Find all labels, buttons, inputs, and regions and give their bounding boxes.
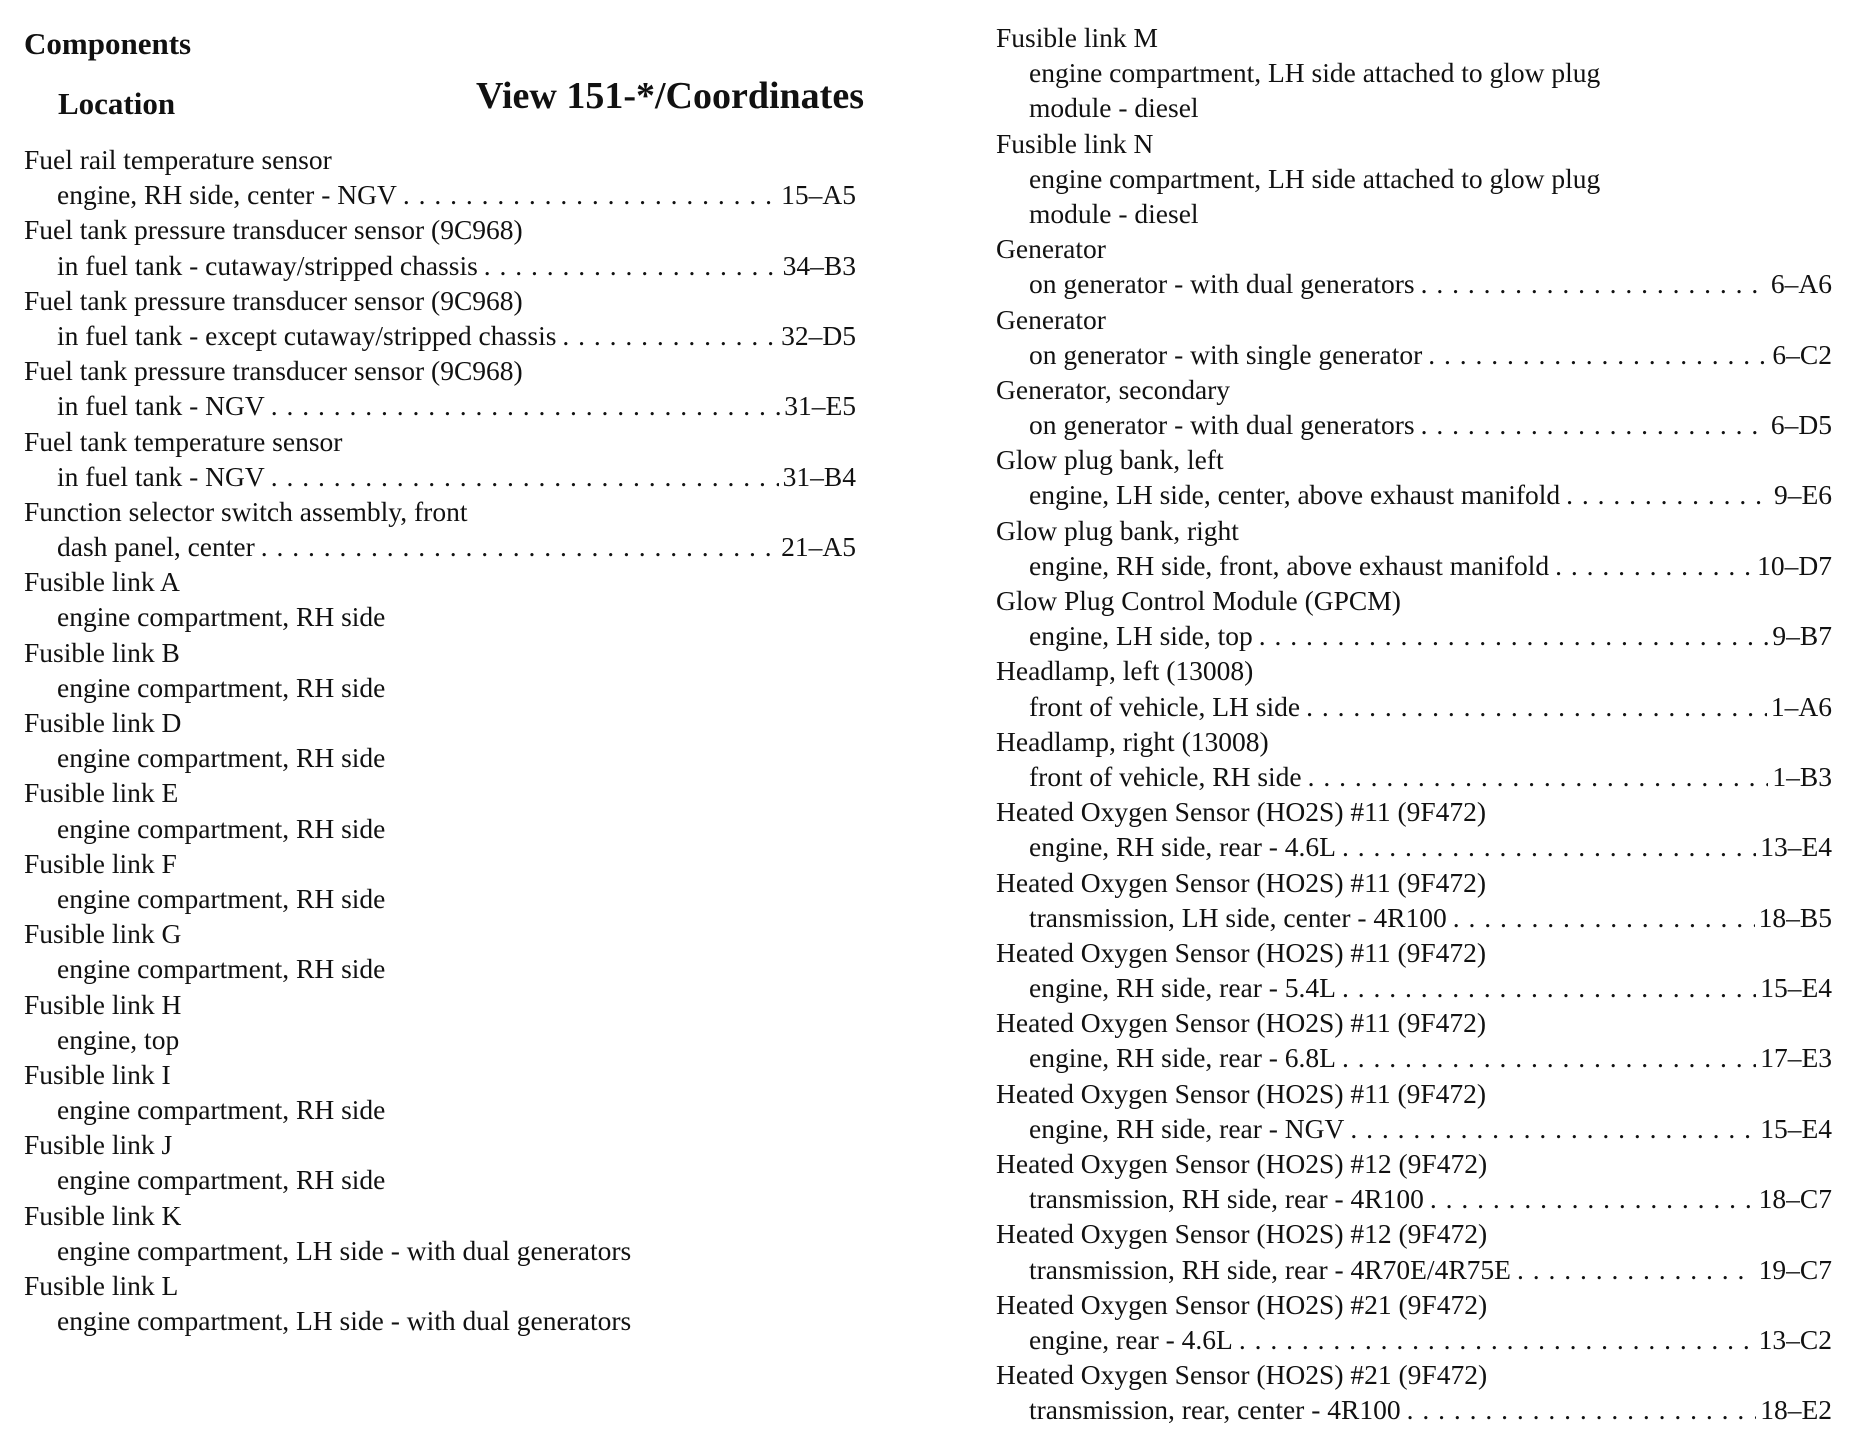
component-name: Fusible link I — [24, 1058, 171, 1090]
component-location-line — [996, 548, 1832, 583]
component-entry — [24, 1127, 856, 1197]
component-name: Fuel tank pressure transducer sensor (9C968) — [24, 355, 523, 387]
component-location-line — [996, 1392, 1832, 1427]
component-entry — [24, 1198, 856, 1268]
location-text: module - diesel — [1029, 92, 1199, 124]
dot-leader — [403, 177, 777, 212]
component-name: Heated Oxygen Sensor (HO2S) #12 (9F472) — [996, 1218, 1488, 1250]
component-location-line — [996, 1040, 1832, 1075]
dot-leader — [1259, 618, 1769, 653]
view-coordinate-ref: 34–B3 — [782, 249, 856, 281]
dot-leader — [1342, 829, 1756, 864]
component-name: Fusible link G — [24, 918, 182, 950]
location-text: engine compartment, RH side — [57, 601, 386, 633]
component-location-line — [996, 477, 1832, 512]
component-name: Heated Oxygen Sensor (HO2S) #21 (9F472) — [996, 1288, 1488, 1320]
component-entry — [24, 846, 856, 916]
location-text: engine compartment, LH side attached to glow plug — [1029, 57, 1601, 89]
view-coordinate-ref: 1–A6 — [1770, 690, 1832, 722]
dot-leader — [1342, 970, 1756, 1005]
component-entry — [24, 1268, 856, 1338]
component-entry — [996, 20, 1832, 126]
location-text: transmission, RH side, rear - 4R100 — [1029, 1183, 1424, 1215]
component-location-line — [996, 759, 1832, 794]
component-name: Fusible link J — [24, 1129, 173, 1161]
component-name: Fuel tank pressure transducer sensor (9C968) — [24, 214, 523, 246]
component-entry — [24, 916, 856, 986]
dot-leader — [1239, 1322, 1755, 1357]
dot-leader — [1566, 477, 1770, 512]
dot-leader — [261, 529, 777, 564]
dot-leader — [1308, 759, 1769, 794]
component-entry — [24, 564, 856, 634]
component-location-line — [24, 811, 856, 846]
component-location-line — [996, 900, 1832, 935]
component-name: Fuel tank pressure transducer sensor (9C968) — [24, 284, 523, 316]
dot-leader — [1430, 1181, 1755, 1216]
location-text: on generator - with dual generators — [1029, 268, 1415, 300]
location-text: engine compartment, RH side — [57, 1094, 386, 1126]
dot-leader — [484, 248, 779, 283]
location-text: engine compartment, LH side - with dual generators — [57, 1234, 632, 1266]
view-coordinate-ref: 17–E3 — [1760, 1042, 1832, 1074]
component-location-line — [996, 689, 1832, 724]
component-name: Glow plug bank, left — [996, 444, 1224, 476]
dot-leader — [1555, 548, 1753, 583]
component-location-line — [24, 599, 856, 634]
component-entry — [996, 653, 1832, 723]
location-text: engine, RH side, rear - 6.8L — [1029, 1042, 1336, 1074]
component-name: Headlamp, left (13008) — [996, 655, 1254, 687]
component-name: Heated Oxygen Sensor (HO2S) #11 (9F472) — [996, 1077, 1487, 1109]
location-text: engine, RH side, rear - 4.6L — [1029, 831, 1336, 863]
view-coordinate-ref: 18–B5 — [1758, 901, 1832, 933]
component-location-line — [24, 740, 856, 775]
component-entry — [996, 935, 1832, 1005]
component-location-line — [996, 618, 1832, 653]
view-coordinate-ref: 18–C7 — [1758, 1183, 1832, 1215]
component-entry — [996, 1005, 1832, 1075]
component-entry — [996, 126, 1832, 232]
location-text: engine compartment, RH side — [57, 812, 386, 844]
location-text: engine compartment, RH side — [57, 1164, 386, 1196]
component-name: Heated Oxygen Sensor (HO2S) #11 (9F472) — [996, 866, 1487, 898]
components-header — [24, 24, 864, 124]
location-text: transmission, rear, center - 4R100 — [1029, 1394, 1401, 1426]
view-coordinate-ref: 15–A5 — [781, 179, 856, 211]
location-text: in fuel tank - except cutaway/stripped chassis — [57, 319, 557, 351]
component-name: Heated Oxygen Sensor (HO2S) #11 (9F472) — [996, 1007, 1487, 1039]
component-entry — [996, 231, 1832, 301]
component-location-line — [996, 970, 1832, 1005]
component-location-line — [996, 266, 1832, 301]
component-entry — [996, 724, 1832, 794]
location-text: engine compartment, LH side attached to glow plug — [1029, 162, 1601, 194]
location-text: engine, RH side, center - NGV — [57, 179, 397, 211]
component-location-line — [24, 1162, 856, 1197]
dot-leader — [562, 318, 777, 353]
location-text: engine compartment, LH side - with dual generators — [57, 1305, 632, 1337]
component-location-line — [24, 881, 856, 916]
dot-leader — [1517, 1252, 1755, 1287]
component-location-line — [996, 337, 1832, 372]
component-name: Fusible link F — [24, 847, 177, 879]
component-name: Glow Plug Control Module (GPCM) — [996, 585, 1401, 616]
component-name: Generator, secondary — [996, 373, 1231, 405]
component-location-line — [24, 177, 856, 212]
component-location-line — [24, 459, 856, 494]
location-text: engine, top — [57, 1023, 180, 1055]
component-entry — [996, 302, 1832, 372]
component-entry — [996, 583, 1832, 653]
component-location-line — [24, 1092, 856, 1127]
component-name: Function selector switch assembly, front — [24, 495, 468, 527]
component-name: Headlamp, right (13008) — [996, 725, 1269, 757]
view-coordinates-heading: View 151-*/Coordinates — [475, 75, 864, 117]
component-location-line — [24, 318, 856, 353]
component-location-line — [24, 1233, 856, 1268]
location-text: transmission, LH side, center - 4R100 — [1029, 901, 1447, 933]
dot-leader — [1421, 266, 1767, 301]
view-coordinate-ref: 13–C2 — [1758, 1323, 1832, 1355]
view-coordinate-ref: 6–A6 — [1770, 268, 1832, 300]
component-entry — [996, 794, 1832, 864]
component-location-line — [24, 1303, 856, 1338]
location-text: engine compartment, RH side — [57, 671, 386, 703]
location-text: front of vehicle, LH side — [1029, 690, 1301, 722]
component-entry — [996, 513, 1832, 583]
section-title: Components — [24, 26, 192, 61]
component-location-line — [24, 1022, 856, 1057]
location-text: engine, rear - 4.6L — [1029, 1323, 1233, 1355]
component-name: Fuel tank temperature sensor — [24, 425, 343, 457]
location-text: engine compartment, RH side — [57, 742, 386, 774]
location-text: engine, RH side, rear - NGV — [1029, 1112, 1345, 1144]
view-coordinate-ref: 9–B7 — [1772, 620, 1832, 652]
left-column — [24, 142, 856, 1338]
component-entry — [24, 635, 856, 705]
component-name: Generator — [996, 303, 1106, 335]
component-name: Fusible link N — [996, 127, 1154, 159]
component-entry — [24, 353, 856, 423]
view-coordinate-ref: 31–E5 — [784, 390, 856, 422]
component-location-line — [996, 196, 1832, 231]
component-entry — [24, 494, 856, 564]
component-name: Fusible link L — [24, 1270, 179, 1301]
component-location-line — [24, 951, 856, 986]
component-location-line — [24, 670, 856, 705]
component-entry — [996, 372, 1832, 442]
component-entry — [24, 705, 856, 775]
component-location-line — [996, 1322, 1832, 1357]
component-entry — [996, 865, 1832, 935]
location-text: in fuel tank - NGV — [57, 460, 265, 492]
component-name: Fusible link A — [24, 566, 180, 598]
component-entry — [996, 1357, 1832, 1427]
component-entry — [24, 775, 856, 845]
location-text: module - diesel — [1029, 197, 1199, 229]
dot-leader — [271, 388, 780, 423]
location-text: engine compartment, RH side — [57, 953, 386, 985]
component-entry — [996, 1216, 1832, 1286]
dot-leader — [1342, 1040, 1756, 1075]
dot-leader — [1306, 689, 1767, 724]
view-coordinate-ref: 31–B4 — [782, 460, 856, 492]
dot-leader — [1421, 407, 1767, 442]
dot-leader — [1453, 900, 1755, 935]
component-location-line — [996, 161, 1832, 196]
component-location-line — [996, 1181, 1832, 1216]
view-coordinate-ref: 32–D5 — [781, 319, 856, 351]
location-text: in fuel tank - NGV — [57, 390, 265, 422]
component-name: Fusible link M — [996, 22, 1158, 53]
component-name: Fusible link H — [24, 988, 182, 1020]
component-entry — [24, 283, 856, 353]
location-text: engine, RH side, rear - 5.4L — [1029, 972, 1336, 1004]
component-location-line — [996, 55, 1832, 90]
component-location-line — [24, 388, 856, 423]
component-entry — [24, 987, 856, 1057]
component-entry — [996, 1076, 1832, 1146]
location-text: engine, LH side, center, above exhaust manifold — [1029, 479, 1561, 511]
dot-leader — [271, 459, 779, 494]
component-name: Fusible link B — [24, 636, 180, 668]
component-location-line — [996, 407, 1832, 442]
component-name: Generator — [996, 233, 1106, 265]
component-entry — [996, 442, 1832, 512]
location-text: on generator - with single generator — [1029, 338, 1423, 370]
component-name: Fuel rail temperature sensor — [24, 144, 332, 175]
view-coordinate-ref: 1–B3 — [1772, 760, 1832, 792]
component-location-line — [996, 1252, 1832, 1287]
location-column-heading: Location — [58, 86, 176, 121]
view-coordinate-ref: 10–D7 — [1757, 549, 1832, 581]
view-coordinate-ref: 21–A5 — [781, 531, 856, 563]
location-text: in fuel tank - cutaway/stripped chassis — [57, 249, 478, 281]
component-entry — [24, 212, 856, 282]
location-text: engine compartment, RH side — [57, 882, 386, 914]
component-name: Glow plug bank, right — [996, 514, 1239, 546]
location-text: dash panel, center — [57, 531, 255, 563]
component-entry — [996, 1287, 1832, 1357]
component-location-line — [996, 1111, 1832, 1146]
view-coordinate-ref: 18–E2 — [1760, 1394, 1832, 1426]
view-coordinate-ref: 13–E4 — [1760, 831, 1832, 863]
component-location-line — [996, 90, 1832, 125]
component-name: Heated Oxygen Sensor (HO2S) #11 (9F472) — [996, 796, 1487, 828]
location-text: engine, RH side, front, above exhaust manifold — [1029, 549, 1550, 581]
component-name: Fusible link E — [24, 777, 179, 809]
view-coordinate-ref: 19–C7 — [1758, 1253, 1832, 1285]
view-coordinate-ref: 6–D5 — [1770, 409, 1832, 441]
view-coordinate-ref: 9–E6 — [1773, 479, 1832, 511]
component-location-line — [24, 529, 856, 564]
location-text: engine, LH side, top — [1029, 620, 1253, 652]
dot-leader — [1407, 1392, 1757, 1427]
right-column — [996, 20, 1832, 1428]
component-location-line — [24, 248, 856, 283]
component-name: Fusible link D — [24, 707, 182, 738]
component-name: Fusible link K — [24, 1199, 182, 1231]
location-text: transmission, RH side, rear - 4R70E/4R75E — [1029, 1253, 1511, 1285]
component-entry — [24, 424, 856, 494]
component-location-line — [996, 829, 1832, 864]
component-name: Heated Oxygen Sensor (HO2S) #11 (9F472) — [996, 936, 1487, 968]
component-name: Heated Oxygen Sensor (HO2S) #12 (9F472) — [996, 1148, 1488, 1179]
component-entry — [996, 1146, 1832, 1216]
view-coordinate-ref: 15–E4 — [1760, 972, 1832, 1004]
component-entry — [24, 142, 856, 212]
view-coordinate-ref: 6–C2 — [1772, 338, 1832, 370]
component-entry — [24, 1057, 856, 1127]
dot-leader — [1350, 1111, 1756, 1146]
component-name: Heated Oxygen Sensor (HO2S) #21 (9F472) — [996, 1359, 1488, 1391]
location-text: front of vehicle, RH side — [1029, 760, 1302, 792]
location-text: on generator - with dual generators — [1029, 409, 1415, 441]
dot-leader — [1428, 337, 1768, 372]
view-coordinate-ref: 15–E4 — [1760, 1112, 1832, 1144]
